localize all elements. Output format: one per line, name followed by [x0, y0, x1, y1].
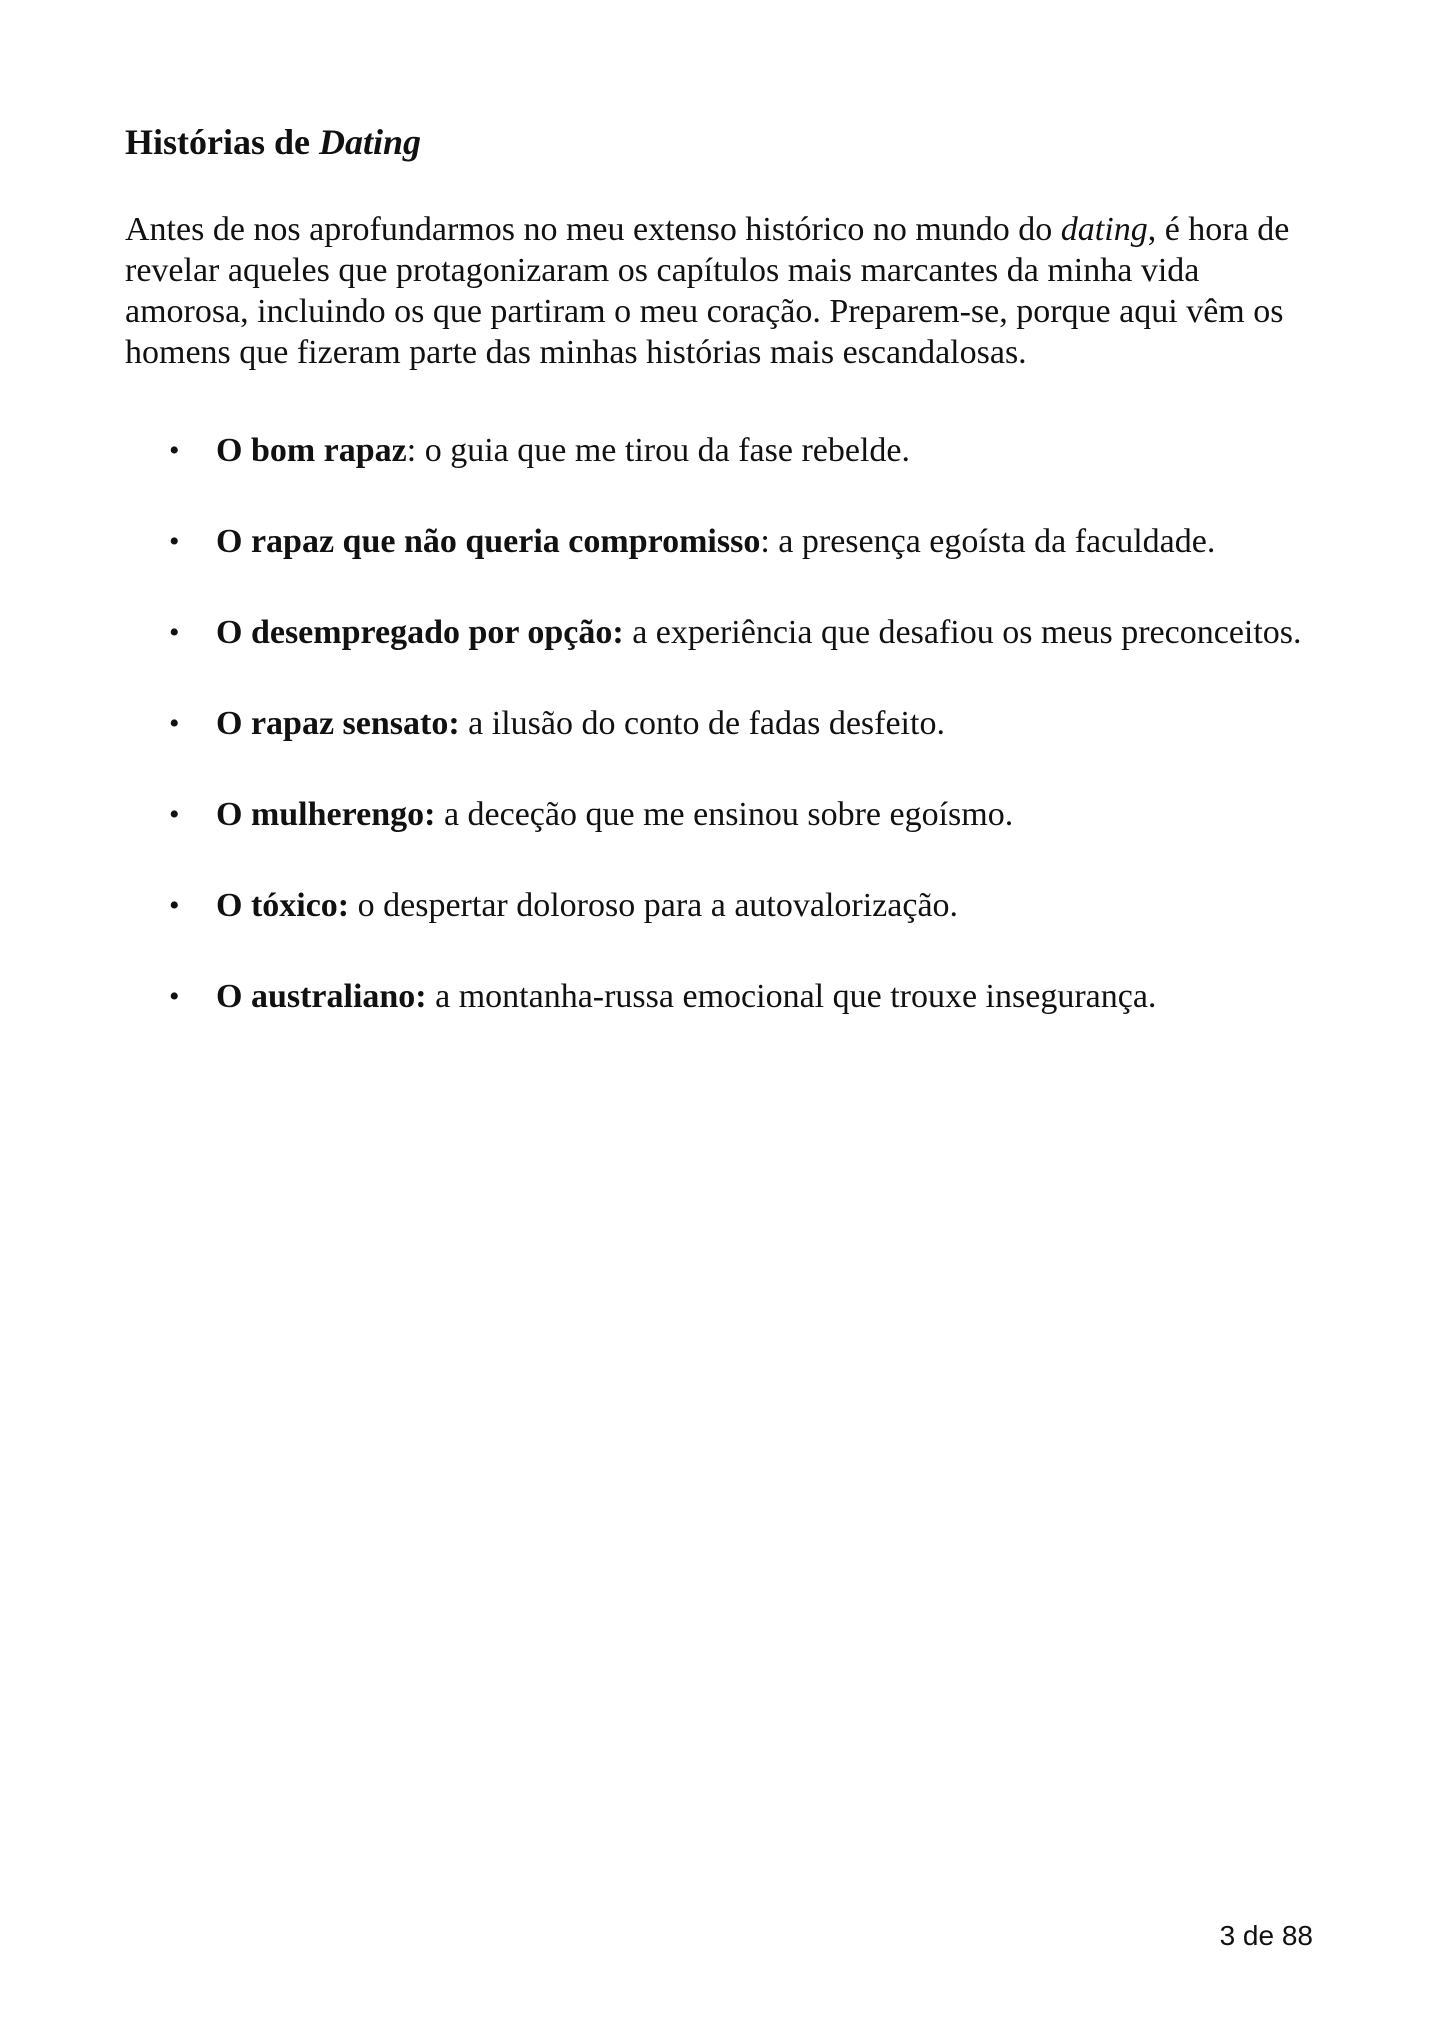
intro-emphasis: dating: [1060, 211, 1148, 248]
story-term: O rapaz sensato:: [216, 705, 460, 742]
story-description: a experiência que desafiou os meus preconceitos.: [623, 614, 1302, 651]
story-description: a ilusão do conto de fadas desfeito.: [459, 705, 945, 742]
section-heading: [125, 112, 421, 172]
story-term: O mulherengo:: [216, 796, 436, 833]
intro-paragraph: [125, 209, 1325, 373]
list-item: [125, 700, 1345, 791]
bullet-icon: •: [169, 707, 180, 740]
heading-emphasis: Dating: [319, 122, 422, 162]
story-description: a deceção que me ensinou sobre egoísmo.: [435, 796, 1014, 833]
bullet-icon: •: [169, 434, 180, 467]
list-item: [125, 882, 1345, 973]
list-item: [125, 609, 1345, 700]
story-term: O tóxico:: [216, 887, 350, 924]
story-separator: :: [406, 432, 417, 469]
story-description: a montanha-russa emocional que trouxe insegurança.: [426, 978, 1157, 1015]
bullet-icon: •: [169, 525, 180, 558]
story-term: O rapaz que não queria compromisso: [216, 523, 761, 560]
story-term: O bom rapaz: [216, 432, 407, 469]
list-item: [125, 518, 1345, 609]
story-separator: :: [760, 523, 770, 560]
page-number: 3 de 88: [1219, 1920, 1313, 1951]
story-term: O australiano:: [216, 978, 427, 1015]
story-description: a presença egoísta da faculdade.: [769, 523, 1216, 560]
bullet-icon: •: [169, 980, 180, 1013]
list-item: [125, 973, 1345, 1064]
story-description: o despertar doloroso para a autovalorização.: [349, 887, 959, 924]
story-description: o guia que me tirou da fase rebelde.: [416, 432, 910, 469]
intro-text-start: Antes de nos aprofundarmos no meu extenso histórico no mundo do: [125, 211, 1061, 248]
bullet-icon: •: [169, 798, 180, 831]
bullet-icon: •: [169, 889, 180, 922]
intro-text-end: , é hora de revelar aqueles que protagonizaram os capítulos mais marcantes da minha vida amorosa, incluindo os que partiram o meu coração. Preparem-se, porque aqui vêm os homens que fizeram parte das minhas histórias mais escandalosas.: [125, 211, 1290, 371]
list-item: [125, 791, 1345, 882]
story-term: O desempregado por opção:: [216, 614, 624, 651]
bullet-icon: •: [169, 616, 180, 649]
heading-text: Histórias de: [125, 122, 319, 162]
story-list: [125, 427, 1345, 1064]
list-item: [125, 427, 1345, 518]
